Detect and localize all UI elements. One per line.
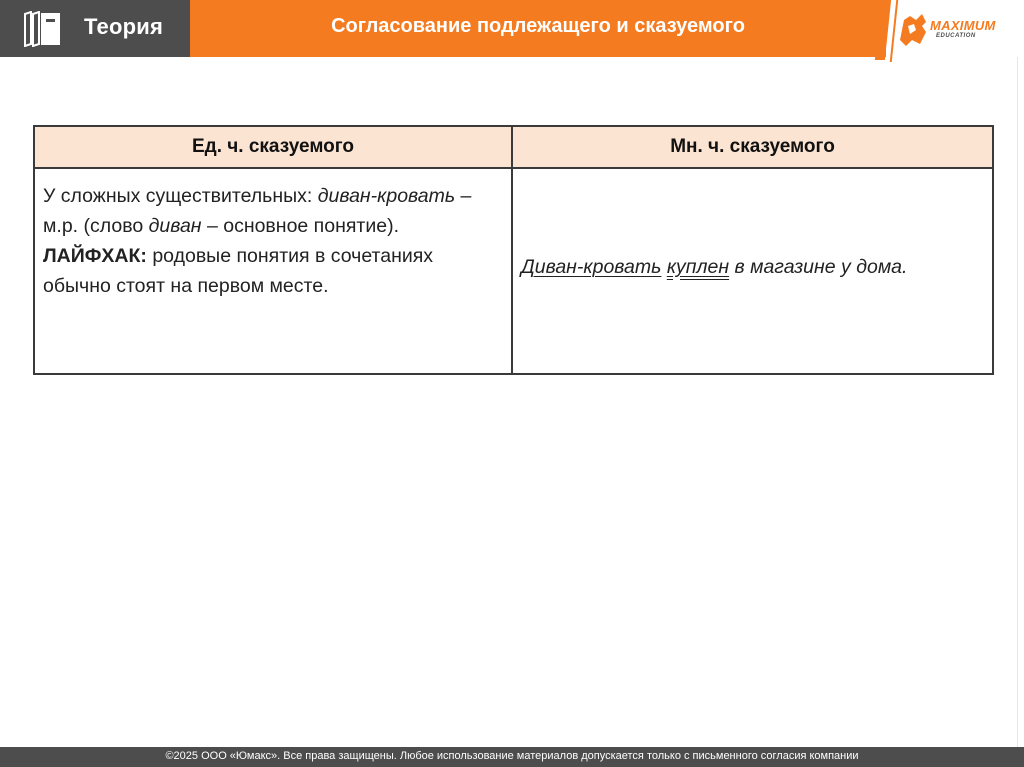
text-intro: У сложных существительных: [43, 185, 318, 207]
slide-edge [1017, 57, 1018, 747]
slide-title: Согласование подлежащего и сказуемого [331, 15, 745, 37]
plural-cell [512, 168, 993, 374]
singular-cell [34, 168, 512, 374]
maximum-logo [896, 10, 1021, 50]
predicate-word: куплен [666, 256, 730, 278]
text-concept: – основное понятие). [201, 215, 399, 237]
logo-name: MAXIMUM [930, 18, 996, 33]
lifehack-label: ЛАЙФХАК: [43, 245, 147, 267]
agreement-table [33, 125, 994, 375]
logo-subtitle: EDUCATION [936, 33, 976, 39]
logo-mark-icon [896, 10, 930, 48]
copyright-text: ©2025 ООО «Юмакс». Все права защищены. Любое использование материалов допускается только с письменного согласия компании [165, 750, 859, 762]
sentence-rest: в магазине у дома. [729, 256, 908, 278]
table-header-row [34, 126, 993, 168]
section-title: Теория [84, 14, 164, 39]
header-bar [0, 0, 1024, 57]
col-singular-header: Ед. ч. сказуемого [34, 126, 512, 168]
example-word: диван-кровать [317, 185, 456, 207]
table-row [34, 168, 993, 374]
text-gender: – м.р. (слово [43, 185, 472, 237]
footer-bar [0, 747, 1024, 767]
key-word: диван [148, 215, 202, 237]
subject-word: Диван-кровать [521, 256, 662, 278]
col-plural-header: Мн. ч. сказуемого [512, 126, 993, 168]
book-icon [22, 11, 62, 47]
lifehack-text: родовые понятия в сочетаниях обычно стоят на первом месте. [43, 245, 434, 297]
